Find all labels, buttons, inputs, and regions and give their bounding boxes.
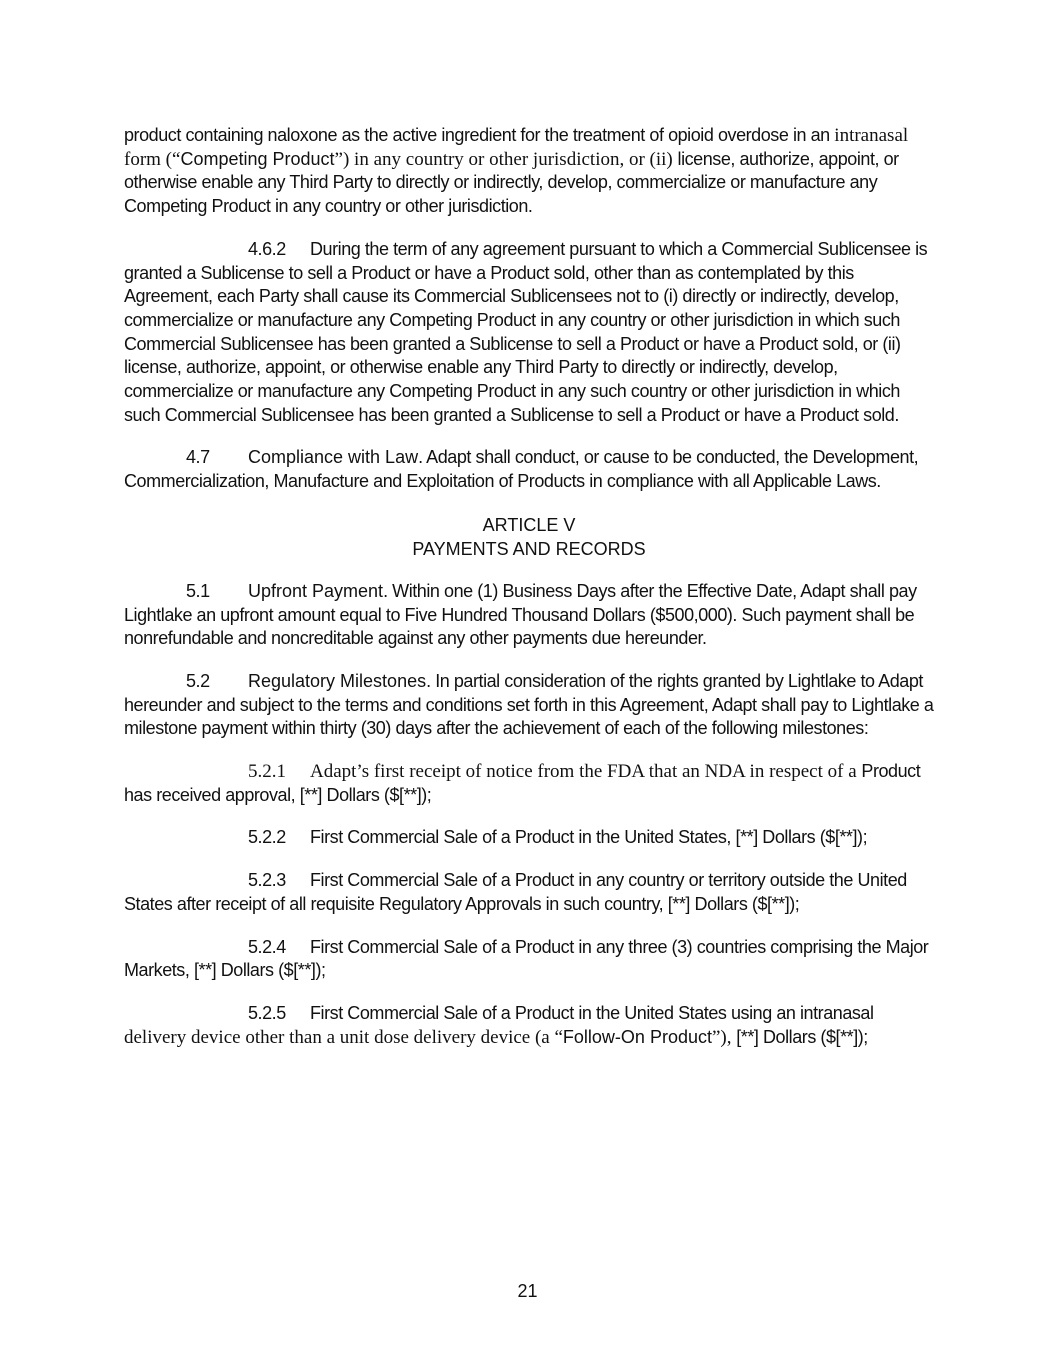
text-run: product containing naloxone as the active ingredient for the treatment of opioid overdose in an — [124, 125, 835, 145]
text-run: license, authorize, appoint, or otherwise enable any Third Party to directly or indirectly, develop, commercialize or manufacture any Competing Product in any country or other jurisdiction. — [124, 148, 899, 217]
section-5-2-3 — [124, 869, 934, 916]
section-caption: Compliance with Law — [248, 447, 419, 468]
section-text: . Adapt shall conduct, or cause to be conducted, the Development, Commercialization, Manufacture and Exploitation of Products in compliance with all Applicable Laws. — [124, 447, 919, 492]
text-run: intranasal form (“ — [124, 125, 909, 170]
text-run: ”) in any country or other jurisdiction, or (ii) — [334, 148, 678, 170]
page-number: 21 — [517, 1281, 538, 1301]
section-4-7 — [124, 446, 934, 493]
section-text: delivery device other than a unit dose delivery device (a “ — [124, 1026, 563, 1048]
section-text: First Commercial Sale of a Product in any three (3) countries comprising the Major Markets, [**] Dollars ($[**]); — [124, 936, 929, 981]
section-number: 4.6.2 — [248, 238, 286, 259]
document-page — [124, 124, 934, 1068]
section-number: 5.2.2 — [248, 827, 286, 848]
section-text: [**] Dollars ($[**]); — [736, 1026, 868, 1047]
section-text: ”), — [711, 1026, 737, 1048]
section-text: During the term of any agreement pursuant to which a Commercial Sublicensee is granted a Sublicense to sell a Product or have a Product sold, other than as contemplated by this Agreement, each Party shall cause its Commercial Sublicensees not to (i) directly or indirectly, develop, commercialize or manufacture any Competing Product in any country or other jurisdiction in which such Commercial Sublicensee has been granted a Sublicense to sell a Product or have a Product sold, or (ii) license, authorize, appoint, or otherwise enable any Third Party to directly or indirectly, develop, commercialize or manufacture any Competing Product in any such country or other jurisdiction in which such Commercial Sublicensee has been granted a Sublicense to sell a Product or have a Product sold. — [124, 238, 928, 425]
paragraph-4-6-1-continuation — [124, 124, 934, 219]
section-caption: Upfront Payment — [248, 580, 384, 601]
article-subtitle: PAYMENTS AND RECORDS — [412, 538, 646, 559]
section-number: 4.7 — [186, 447, 210, 468]
section-text: First Commercial Sale of a Product in any country or territory outside the United States after receipt of all requisite Regulatory Approvals in such country, [**] Dollars ($[**]); — [124, 870, 907, 914]
section-number: 5.2.1 — [248, 761, 286, 783]
article-title: ARTICLE V — [482, 514, 576, 535]
section-number: 5.2.5 — [248, 1002, 286, 1023]
section-number: 5.1 — [186, 580, 210, 601]
section-text: Adapt’s first receipt of notice from the FDA that an NDA in respect of a — [310, 761, 862, 783]
section-4-6-2 — [124, 238, 934, 428]
section-text: Product has received approval, [**] Dollars ($[**]); — [124, 761, 921, 805]
section-caption: Regulatory Milestones — [248, 670, 427, 691]
section-5-2-5 — [124, 1002, 934, 1049]
section-5-2-2 — [124, 826, 934, 850]
section-5-2 — [124, 670, 934, 741]
section-text: First Commercial Sale of a Product in the United States using an intranasal — [310, 1002, 874, 1023]
article-heading — [124, 513, 934, 561]
defined-term-follow-on-product: Follow-On Product — [562, 1026, 712, 1047]
section-text: . Within one (1) Business Days after the Effective Date, Adapt shall pay Lightlake an upfront amount equal to Five Hundred Thousand Dollars ($500,000). Such payment shall be nonrefundable and noncreditable against any other payments due hereunder. — [124, 580, 917, 649]
section-5-2-4 — [124, 936, 934, 983]
section-number: 5.2 — [186, 670, 210, 691]
section-number: 5.2.3 — [248, 870, 286, 891]
defined-term-competing-product: Competing Product — [180, 148, 335, 169]
section-5-2-1 — [124, 760, 934, 807]
section-text: First Commercial Sale of a Product in the United States, [**] Dollars ($[**]); — [310, 827, 868, 848]
section-5-1 — [124, 580, 934, 651]
section-number: 5.2.4 — [248, 936, 286, 957]
section-text: . In partial consideration of the rights granted by Lightlake to Adapt hereunder and subject to the terms and conditions set forth in this Agreement, Adapt shall pay to Lightlake a milestone payment within thirty (30) days after the achievement of each of the following milestones: — [124, 670, 934, 739]
